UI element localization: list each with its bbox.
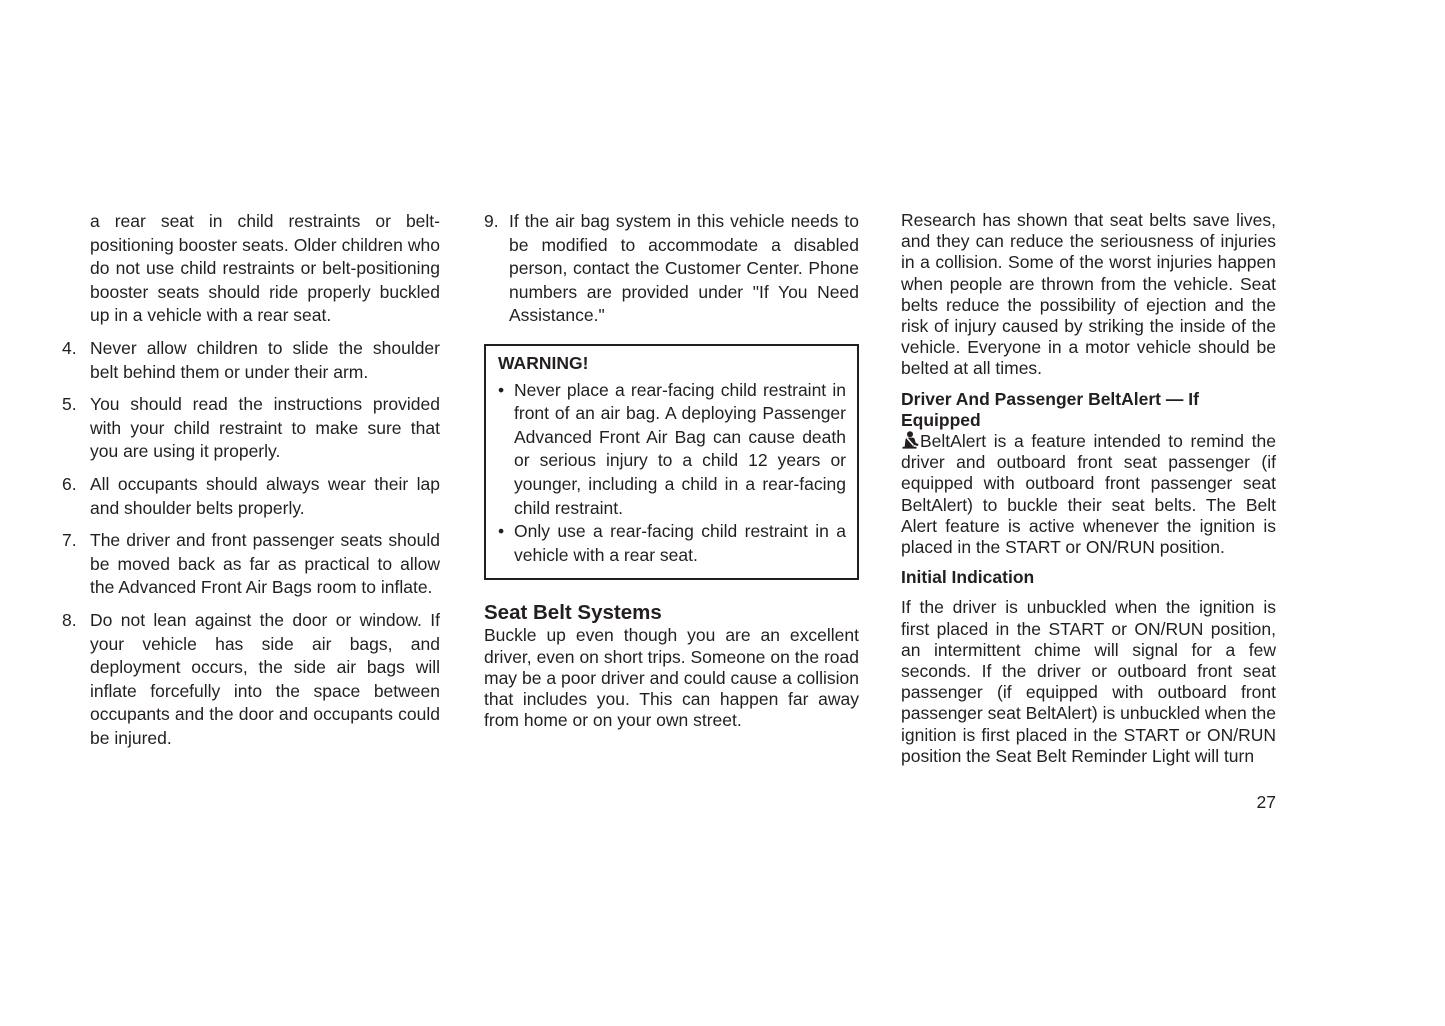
list-item-5 (62, 393, 440, 464)
column-left (62, 210, 440, 759)
list-item-8 (62, 609, 440, 751)
beltalert-paragraph (901, 431, 1276, 558)
initial-indication-text: If the driver is unbuckled when the ignition is first placed in the START or ON/RUN position, an intermittent chime will signal for a few seconds. If the driver or outboard front seat passenger (if equipped with outboard front passenger seat BeltAlert) is unbuckled when the ignition is first placed in the START or ON/RUN position the Seat Belt Reminder Light will turn (901, 597, 1276, 766)
list-number: 4. (62, 337, 77, 358)
list-number: 6. (62, 473, 77, 494)
section-heading: Seat Belt Systems (484, 601, 662, 625)
beltalert-text: BeltAlert is a feature intended to remind the driver and outboard front seat passenger (if equipped with outboard front passenger seat BeltAlert) to buckle their seat belts. The Belt Alert feature is active whenever the ignition is placed in the START or ON/RUN position. (901, 431, 1276, 558)
bullet-dot-icon: • (498, 379, 505, 400)
list-text: The driver and front passenger seats should be moved back as far as practical to allow the Advanced Front Air Bags room to inflate. (90, 530, 440, 598)
list-text: Do not lean against the door or window. If your vehicle has side air bags, and deployment occurs, the side air bags will inflate forcefully into the space between occupants and the door and occupants could be injured. (90, 609, 440, 748)
list-text: If the air bag system in this vehicle needs to be modified to accommodate a disabled person, contact the Customer Center. Phone numbers are provided under "If You Need Assistance." (509, 211, 859, 326)
list-number: 7. (62, 530, 77, 551)
continuation-text: a rear seat in child restraints or belt-positioning booster seats. Older children who do not use child restraints or belt-positioning booster seats should ride properly buckled up in a vehicle with a rear seat. (90, 211, 440, 326)
page-number: 27 (1256, 792, 1276, 812)
list-item-7 (62, 529, 440, 600)
column-right (901, 210, 1276, 767)
warning-bullet-text: Never place a rear-facing child restraint in front of an air bag. A deploying Passenger Advanced Front Air Bag can cause death or serious injury to a child 12 years or younger, including a child in a rear-facing child restraint. (514, 379, 846, 518)
warning-bullet (498, 379, 846, 521)
list-number: 8. (62, 609, 77, 630)
list-item-6 (62, 473, 440, 520)
list-number: 9. (484, 211, 499, 231)
bullet-dot-icon: • (498, 521, 505, 542)
beltalert-heading: Driver And Passenger BeltAlert — If Equipped (901, 388, 1199, 430)
list-text: Never allow children to slide the shoulder belt behind them or under their arm. (90, 337, 440, 382)
column-middle (484, 210, 859, 731)
seatbelt-reminder-icon (901, 431, 920, 449)
warning-title: WARNING! (498, 352, 589, 373)
warning-box (484, 344, 859, 580)
list-text: You should read the instructions provided with your child restraint to make sure that you are using it properly. (90, 394, 440, 462)
list-item-4 (62, 337, 440, 384)
warning-bullet (498, 520, 846, 567)
section-text: Buckle up even though you are an excellent driver, even on short trips. Someone on the road may be a poor driver and could cause a collision that includes you. This can happen far away from home or on your own street. (484, 625, 859, 731)
initial-indication-heading: Initial Indication (901, 567, 1035, 588)
warning-bullet-text: Only use a rear-facing child restraint in a vehicle with a rear seat. (514, 521, 846, 565)
list-item-9 (484, 210, 859, 328)
intro-text: Research has shown that seat belts save lives, and they can reduce the seriousness of injuries in a collision. Some of the worst injuries happen when people are thrown from the vehicle. Seat belts reduce the possibility of ejection and the risk of injury caused by striking the inside of the vehicle. Everyone in a motor vehicle should be belted at all times. (901, 210, 1276, 379)
list-number: 5. (62, 394, 77, 415)
list-text: All occupants should always wear their lap and shoulder belts properly. (90, 473, 440, 518)
